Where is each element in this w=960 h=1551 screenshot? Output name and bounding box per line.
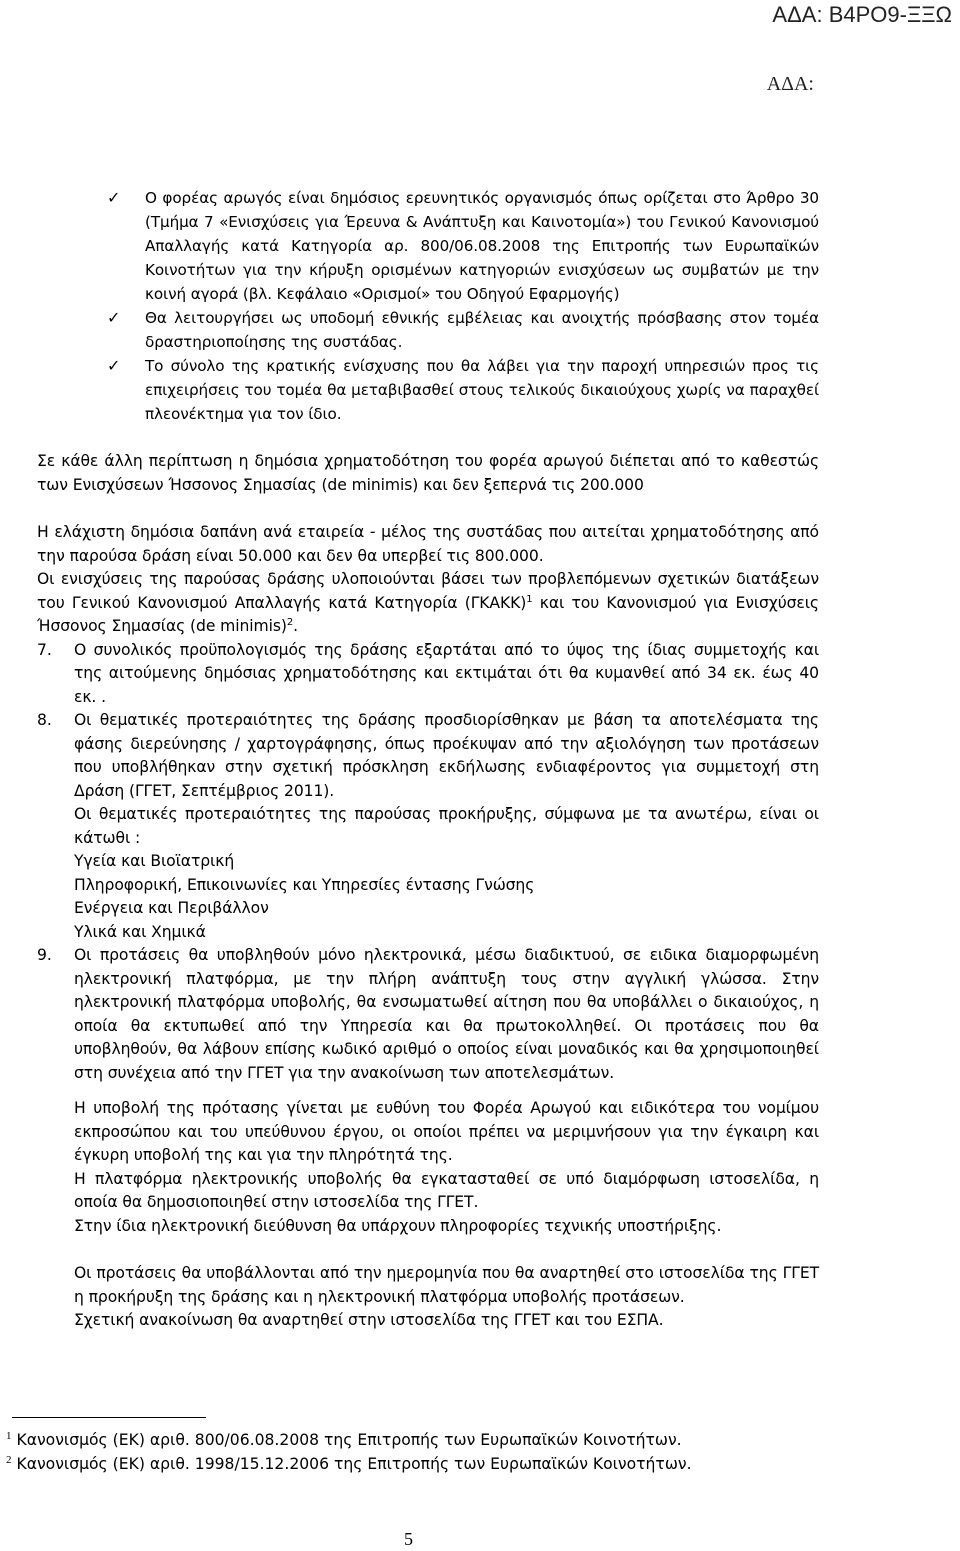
paragraph-de-minimis: Σε κάθε άλλη περίπτωση η δημόσια χρηματοδότηση του φορέα αρωγού διέπεται από το καθεστώς των Ενισχύσεων Ήσσονος Σημασίας (de minimis) και δεν ξεπερνά τις 200.000 [37,452,819,494]
check-item-2 [37,306,819,354]
page-number: 5 [404,1529,413,1549]
footnote-1: $^1$ Κανονισμός (ΕΚ) αριθ. 800/06.08.2008 της Επιτροπής των Ευρωπαϊκών Κοινοτήτων. [6,1429,682,1449]
paragraph-minimum-expenditure: Η ελάχιστη δημόσια δαπάνη ανά εταιρεία - μέλος της συστάδας που αιτείται χρηματοδότησης από την παρούσα δράση είναι 50.000 και δεν θα υπερβεί τις 800.000. [37,523,819,565]
item-9-text: Οι προτάσεις θα υποβληθούν μόνο ηλεκτρονικά, μέσω διαδικτυού, σε ειδικα διαμορφωμένη ηλεκτρονική πλατφόρμα, με την πλήρη ανάπτυξη τους στην αγγλική γλώσσα. Στην ηλεκτρονική πλατφόρμα υποβολής, θα ενσωματωθεί αίτηση που θα υποβάλλει ο δικαιούχος, η οποία θα εκτυπωθεί από την Υπηρεσία και θα πρωτοκολληθεί. Οι προτάσεις που θα υποβληθούν, θα λάβουν επίσης κωδικό αριθμό ο οποίος είναι μοναδικός και θα χρησιμοποιηθεί στη συνέχεια από την ΓΓΕΤ για την ανακοίνωση των αποτελεσμάτων. [74,946,819,1082]
item-9-continuation [37,1097,819,1333]
check-text-1: Ο φορέας αρωγός είναι δημόσιος ερευνητικός οργανισμός όπως ορίζεται στο Άρθρο 30 (Τμήμα 7 «Ενισχύσεις για Έρευνα & Ανάπτυξη και Καινοτομία») του Γενικού Κανονισμού Απαλλαγής κατά Κατηγορία αρ. 800/06.08.2008 της Επιτροπής των Ευρωπαϊκών Κοινοτήτων για την κήρυξη ορισμένων κατηγοριών ενισχύσεων ως συμβατών με την κοινή αγορά (βλ. Κεφάλαιο «Ορισμοί» του Οδηγού Εφαρμογής) [145,189,819,303]
ada-header-label: ΑΔΑ: [766,73,814,95]
check-text-3: Το σύνολο της κρατικής ενίσχυσης που θα λάβει για την παροχή υπηρεσιών προς τις επιχειρήσεις του τομέα θα μεταβιβασθεί στους τελικούς δικαιούχους χωρίς να παραχθεί πλεονέκτημα για τον ίδιο. [145,357,819,423]
check-item-3 [37,354,819,426]
item-number: 8. [37,711,52,729]
footnote-ref-1: 1 [526,593,533,605]
themes-intro: Οι θεματικές προτεραιότητες της παρούσας προκήρυξης, σύμφωνα με τα ανωτέρω, είναι οι κάτωθι : Υγεία και Βιοϊατρική Πληροφορική, Επικοινωνίες και Υπηρεσίες έντασης Γνώσης Ενέργεια και Περιβάλλον Υλικά και Χημικά [37,803,819,944]
footnotes [6,1428,692,1476]
theme-item: Πληροφορική, Επικοινωνίες και Υπηρεσίες έντασης Γνώσης [74,875,535,894]
theme-item: Ενέργεια και Περιβάλλον [74,899,269,917]
ada-header-full: ΑΔΑ: Β4ΡΟ9-ΞΞΩ [772,2,952,27]
item-8-text: Οι θεματικές προτεραιότητες της δράσης προσδιορίσθηκαν με βάση τα αποτελέσματα της φάσης διερεύνησης / χαρτογράφησης, όπως προέκυψαν από την αξιολόγηση των προτάσεων που υποβλήθηκαν στην σχετική πρόσκληση εκδήλωσης ενδιαφέροντος για συμμετοχή στη Δράση (ΓΓΕΤ, Σεπτέμβριος 2011). [74,711,819,800]
check-text-2: Θα λειτουργήσει ως υποδομή εθνικής εμβέλειας και ανοιχτής πρόσβασης στον τομέα δραστηριοποίησης της συστάδας. [145,309,819,351]
item-7-text: Ο συνολικός προϋπολογισμός της δράσης εξαρτάται από το ύψος της ίδιας συμμετοχής και της αιτούμενης δημόσιας χρηματοδότησης και εκτιμάται ότι θα κυμανθεί από 34 εκ. έως 40 εκ. . [74,640,819,706]
item-9-submission-date: Οι προτάσεις θα υποβάλλονται από την ημερομηνία που θα αναρτηθεί στο ιστοσελίδα της ΓΓΕΤ η προκήρυξη της δράσης και η ηλεκτρονική πλατφόρμα υποβολής προτάσεων. [74,1264,819,1306]
item-number: 9. [37,946,52,964]
footnote-2: $^2$ Κανονισμός (ΕΚ) αριθ. 1998/15.12.2006 της Επιτροπής των Ευρωπαϊκών Κοινοτήτων. [6,1453,692,1473]
item-9-announcement: Σχετική ανακοίνωση θα αναρτηθεί στην ιστοσελίδα της ΓΓΕΤ και του ΕΣΠΑ. [74,1311,664,1329]
checkmark-icon: ✓ [107,308,121,327]
item-9-support: Στην ίδια ηλεκτρονική διεύθυνση θα υπάρχουν πληροφορίες τεχνικής υποστήριξης. [74,1216,722,1235]
theme-item: Υγεία και Βιοϊατρική [74,852,235,870]
checkmark-icon: ✓ [107,356,121,375]
numbered-item-8 [37,709,819,803]
numbered-item-9 [37,944,819,1085]
item-9-platform: Η πλατφόρμα ηλεκτρονικής υποβολής θα εγκατασταθεί σε υπό διαμόρφωση ιστοσελίδα, η οποία θα δημοσιοποιηθεί στην ιστοσελίδα της ΓΓΕΤ. [74,1169,819,1211]
item-9-responsibility: Η υποβολή της πρότασης γίνεται με ευθύνη του Φορέα Αρωγού και ειδικότερα του νομίμου εκπροσώπου και του υπεύθυνου έργου, οι οποίοι πρέπει να μεριμνήσουν για την έγκαιρη και έγκυρη υποβολή της και για την πληρότητά της. [74,1099,819,1164]
item-number: 7. [37,640,52,659]
checkmark-icon: ✓ [107,188,121,207]
check-item-1 [37,186,819,306]
footnote-ref-2: 2 [286,616,294,628]
document-body [37,186,819,1333]
footnote-separator [12,1417,206,1418]
numbered-item-7 [37,639,819,710]
theme-item: Υλικά και Χημικά [74,922,206,941]
paragraph-regulation: Οι ενισχύσεις της παρούσας δράσης υλοποιούνται βάσει των προβλεπόμενων σχετικών διατάξεων του Γενικού Κανονισμού Απαλλαγής κατά Κατηγορία $(\Gamma KAKK)^1$ και του Κανονισμού για Ενισχύσεις Ήσσονος Σημασίας (de minimis)$^2$. [37,570,819,635]
